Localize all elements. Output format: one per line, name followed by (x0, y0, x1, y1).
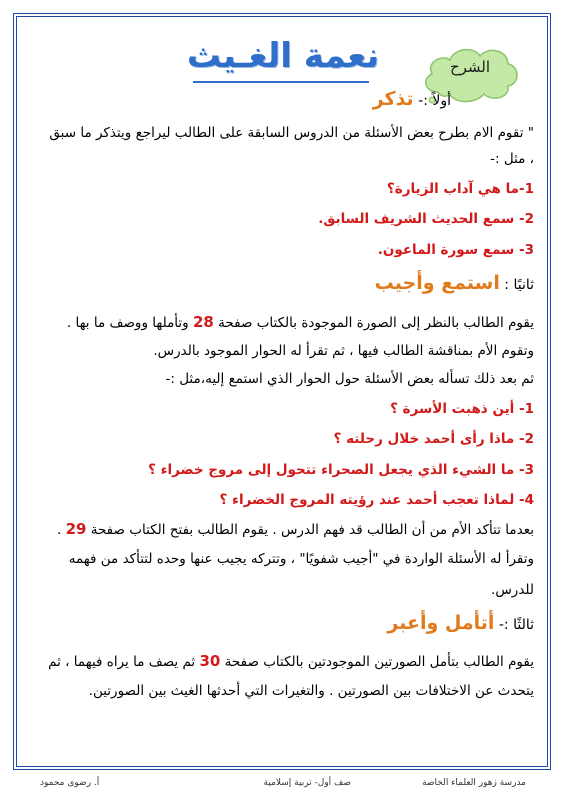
section2-line4-a: بعدما تتأكد الأم من أن الطالب قد فهم الدرس . يقوم الطالب بفتح الكتاب صفحة (90, 522, 534, 538)
section1-question-1: 1-ما هي آداب الزيارة؟ (386, 181, 534, 197)
section2-question-1: 1- أين ذهبت الأسرة ؟ (390, 401, 534, 417)
section3-line1 (36, 652, 534, 671)
section1-question-2: 2- سمع الحديث الشريف السابق. (318, 211, 534, 227)
section3-heading (36, 614, 534, 634)
section1-line2: ، مثل :- (490, 151, 534, 167)
section3-page-number: 30 (199, 652, 221, 670)
footer-school: مدرسة زهور العلماء الخاصة (422, 778, 526, 788)
section2-question-2: 2- ماذا رأى أحمد خلال رحلته ؟ (333, 431, 534, 447)
footer-subject: صف أول- تربية إسلامية (263, 778, 351, 788)
section3-title: أتأمل وأعبر (387, 612, 495, 634)
section3-line2: يتحدث عن الاختلافات بين الصورتين . والتغيرات التي أحدثها الغيث بين الصورتين. (88, 683, 534, 699)
title-underline (193, 81, 369, 83)
section2-line1-a: يقوم الطالب بالنظر إلى الصورة الموجودة بالكتاب صفحة (218, 315, 534, 331)
footer-teacher: أ. رضوى محمود (40, 778, 100, 788)
section2-question-4: 4- لماذا تعجب أحمد عند رؤيته المروج الخضراء ؟ (219, 492, 534, 508)
section2-line4-b: . (56, 522, 62, 538)
section3-prefix: ثالثًا :- (498, 617, 534, 633)
section2-page-number-2: 29 (65, 520, 87, 538)
explanation-label: الشرح (449, 58, 491, 76)
section1-title: تذكر (372, 88, 414, 110)
section3-line1-a: يقوم الطالب بتأمل الصورتين الموجودتين بالكتاب صفحة (224, 654, 534, 670)
section1-heading (36, 90, 451, 110)
section2-title: استمع وأجيب (374, 272, 500, 294)
section2-heading (36, 274, 534, 294)
section2-line4 (36, 520, 534, 539)
section2-question-3: 3- ما الشيء الذي يجعل الصحراء تتحول إلى مروج خضراء ؟ (148, 462, 534, 478)
section2-line2: وتقوم الأم بمناقشة الطالب فيها ، ثم تقرأ له الحوار الموجود بالدرس. (153, 343, 534, 359)
section2-line3: ثم بعد ذلك تسأله بعض الأسئلة حول الحوار الذي استمع إليه،مثل :- (165, 371, 534, 387)
section3-line1-b: ثم يصف ما يراه فيهما ، ثم (48, 654, 196, 670)
section1-prefix: أولاً :- (418, 93, 451, 109)
section2-line1 (36, 313, 534, 332)
section2-line1-b: وتأملها ووصف ما بها . (66, 315, 189, 331)
section1-question-3: 3- سمع سورة الماعون. (377, 242, 534, 258)
section2-line6: للدرس. (491, 582, 534, 598)
section1-line1: " تقوم الام بطرح بعض الأسئلة من الدروس السابقة على الطالب ليراجع ويتذكر ما سبق (49, 125, 534, 141)
section2-page-number: 28 (192, 313, 214, 331)
page-title: نعمة الغـيث (186, 36, 380, 76)
section2-line5: وتقرأ له الأسئلة الواردة في "أجيب شفويًا" ، وتتركه يجيب عنها وحده لتتأكد من فهمه (68, 551, 534, 567)
section2-prefix: ثانيًا : (504, 277, 534, 293)
